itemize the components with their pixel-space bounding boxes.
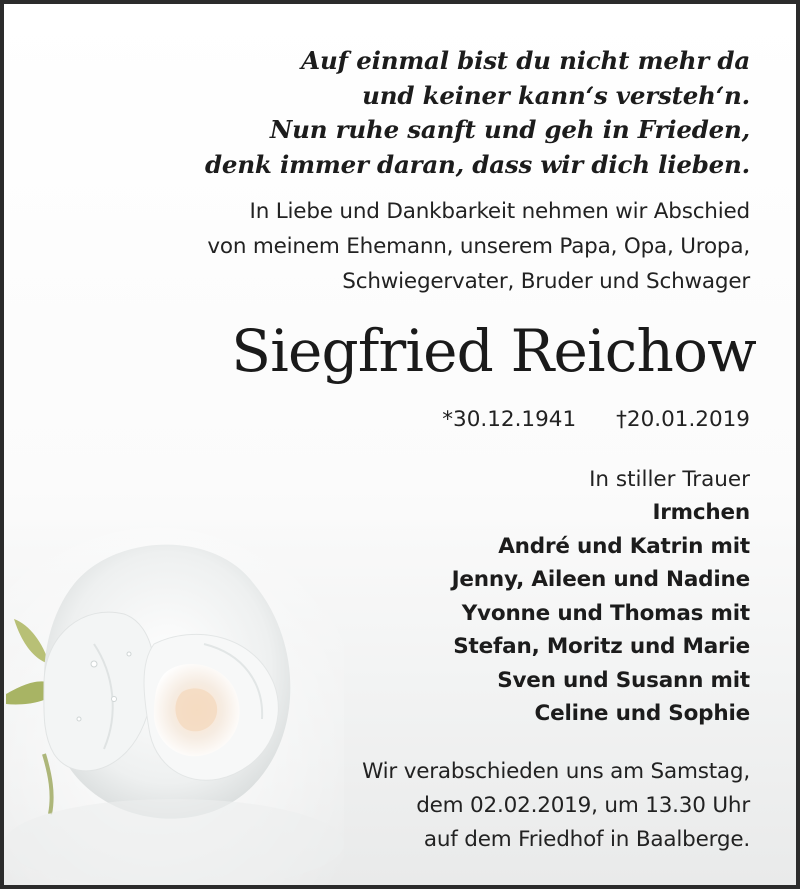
service-line: Wir verabschieden uns am Samstag, bbox=[362, 758, 750, 784]
poem-line: und keiner kann‘s versteh‘n. bbox=[362, 80, 750, 110]
funeral-service-info bbox=[44, 755, 750, 857]
notice-content bbox=[44, 44, 756, 857]
poem-line: Auf einmal bist du nicht mehr da bbox=[301, 46, 750, 75]
mourner-line: Irmchen bbox=[652, 500, 750, 525]
mourner-line: Sven und Susann mit bbox=[497, 667, 750, 693]
mourner-line: Yvonne und Thomas mit bbox=[461, 600, 750, 626]
death-date: †20.01.2019 bbox=[616, 407, 750, 432]
mourner-line: Celine und Sophie bbox=[534, 701, 750, 726]
mourner-line: André und Katrin mit bbox=[498, 533, 750, 559]
poem-line: Nun ruhe sanft und geh in Frieden, bbox=[269, 115, 750, 144]
service-line: auf dem Friedhof in Baalberge. bbox=[423, 826, 750, 852]
deceased-name: Siegfried Reichow bbox=[231, 317, 756, 385]
life-dates bbox=[44, 405, 750, 435]
intro-line: Schwiegervater, Bruder und Schwager bbox=[342, 269, 750, 294]
service-line: dem 02.02.2019, um 13.30 Uhr bbox=[416, 792, 750, 818]
farewell-intro bbox=[44, 194, 750, 299]
intro-line: von meinem Ehemann, unserem Papa, Opa, Uropa, bbox=[207, 234, 750, 259]
intro-line: In Liebe und Dankbarkeit nehmen wir Abschied bbox=[249, 199, 750, 224]
mourner-line: Jenny, Aileen und Nadine bbox=[451, 567, 750, 592]
birth-date: *30.12.1941 bbox=[442, 407, 577, 432]
poem-line: denk immer daran, dass wir dich lieben. bbox=[205, 149, 750, 179]
memorial-poem bbox=[44, 44, 750, 182]
mourners-list bbox=[44, 463, 750, 731]
mourners-intro: In stiller Trauer bbox=[589, 467, 750, 492]
mourner-line: Stefan, Moritz und Marie bbox=[453, 634, 750, 659]
